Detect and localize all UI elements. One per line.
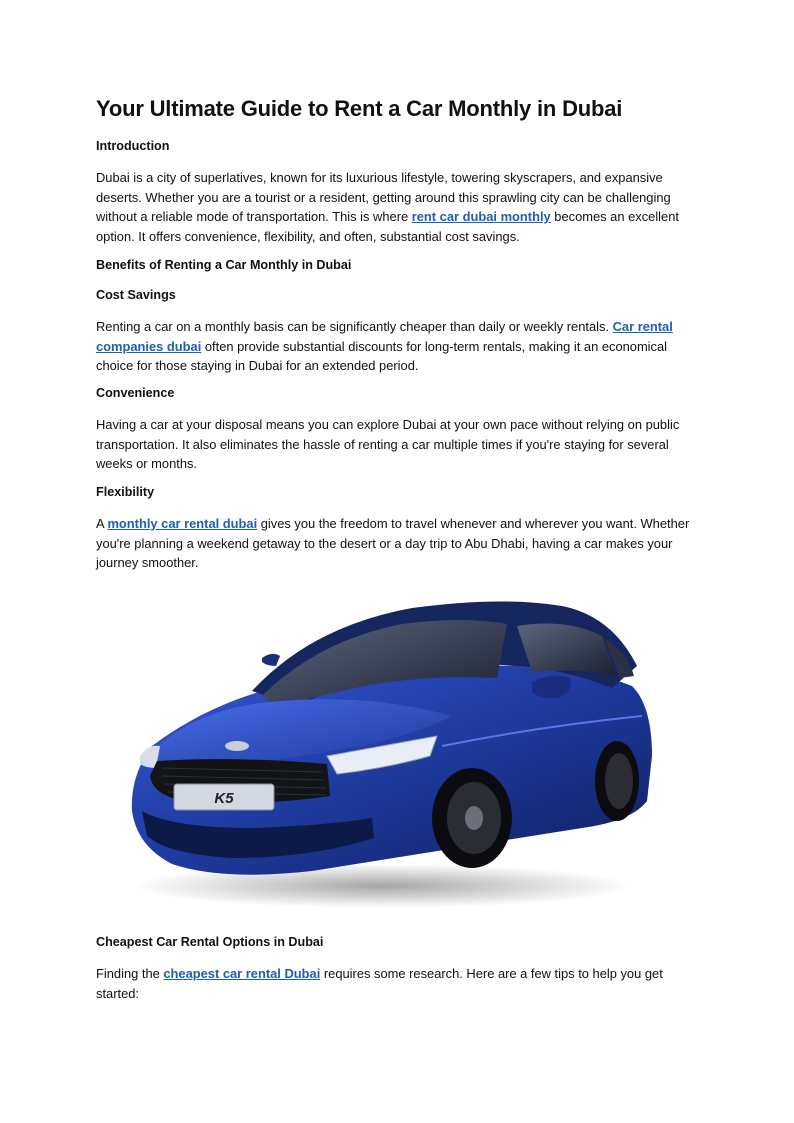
page-title: Your Ultimate Guide to Rent a Car Monthly in Dubai <box>96 96 623 121</box>
rear-wheel <box>595 741 639 821</box>
cheapest-car-rental-dubai-link[interactable]: cheapest car rental Dubai <box>163 966 321 981</box>
cost-savings-heading: Cost Savings <box>96 288 176 302</box>
intro-paragraph <box>96 168 702 246</box>
plate-text: K5 <box>214 790 234 807</box>
convenience-heading: Convenience <box>96 386 175 400</box>
intro-heading: Introduction <box>96 139 170 153</box>
flexibility-heading: Flexibility <box>96 485 155 499</box>
car-mirror-left <box>262 654 280 666</box>
rent-car-dubai-monthly-link[interactable]: rent car dubai monthly <box>411 209 551 224</box>
intro-text-after: becomes an excellent option. It offers convenience, flexibility, and often, substantial cost savings. <box>96 209 679 244</box>
car-illustration <box>112 596 657 916</box>
cost-savings-paragraph <box>96 317 702 376</box>
cheapest-heading: Cheapest Car Rental Options in Dubai <box>96 935 324 949</box>
intro-text-before: Dubai is a city of superlatives, known for its luxurious lifestyle, towering skyscrapers, and expansive deserts. Whether you are a tourist or a resident, getting around this sprawling city can be challenging without a reliable mode of transportation. This is where <box>96 170 671 224</box>
cost-savings-text-before: Renting a car on a monthly basis can be significantly cheaper than daily or weekly rentals. <box>96 319 613 334</box>
convenience-paragraph: Having a car at your disposal means you can explore Dubai at your own pace without relying on public transportation. It also eliminates the hassle of renting a car multiple times if you're staying for several weeks or months. <box>96 417 680 471</box>
cheapest-text-before: Finding the <box>96 966 164 981</box>
cheapest-paragraph <box>96 964 702 1003</box>
car-image <box>112 596 657 916</box>
car-rental-companies-dubai-link[interactable]: Car rental companies dubai <box>96 319 673 354</box>
front-wheel <box>432 768 512 868</box>
cost-savings-text-after: often provide substantial discounts for long-term rentals, making it an economical choice for those staying in Dubai for an extended period. <box>96 338 668 373</box>
monthly-car-rental-dubai-link[interactable]: monthly car rental dubai <box>107 516 258 531</box>
flexibility-text-after: gives you the freedom to travel whenever and wherever you want. Whether you're planning a weekend getaway to the desert or a day trip to Abu Dhabi, having a car makes your journey smoother. <box>96 516 690 570</box>
cheapest-text-after: requires some research. Here are a few tips to help you get started: <box>96 966 663 1001</box>
brand-badge <box>225 741 249 751</box>
flexibility-paragraph <box>96 514 702 573</box>
benefits-heading: Benefits of Renting a Car Monthly in Dubai <box>96 258 352 272</box>
flexibility-text-before: A <box>96 516 108 531</box>
